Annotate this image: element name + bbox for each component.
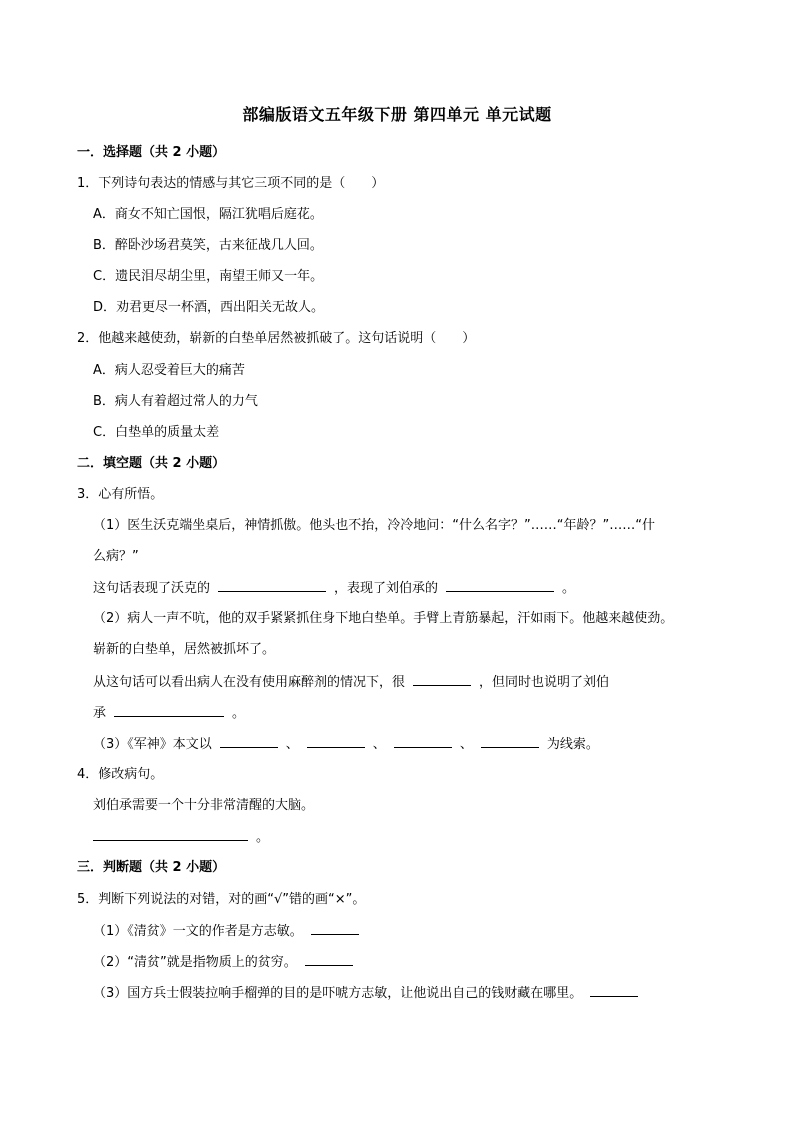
answer-blank[interactable] bbox=[305, 953, 353, 966]
question-3-part2-line2: 崭新的白垫单，居然被抓坏了。 bbox=[93, 642, 276, 657]
question-5-item-3 bbox=[93, 984, 646, 1003]
answer-blank[interactable] bbox=[311, 922, 359, 935]
question-1-option-b: B．醉卧沙场君莫笑，古来征战几人回。 bbox=[93, 238, 323, 253]
question-3-part1-line2: 么病？” bbox=[93, 549, 139, 564]
answer-blank[interactable] bbox=[93, 828, 248, 841]
answer-blank[interactable] bbox=[307, 735, 365, 748]
separator: 、 bbox=[285, 737, 299, 752]
question-5-item-2 bbox=[93, 953, 361, 972]
question-1-option-d: D．劝君更尽一杯酒，西出阳关无故人。 bbox=[93, 300, 325, 315]
item-text: （1）《清贫》一文的作者是方志敏。 bbox=[93, 924, 303, 939]
question-2-option-b: B．病人有着超过常人的力气 bbox=[93, 394, 258, 409]
fill-text-b: ，表现了刘伯承的 bbox=[334, 581, 439, 596]
question-3-part3-fill bbox=[93, 735, 599, 754]
answer-blank[interactable] bbox=[590, 984, 638, 997]
question-3-part2-fill-cont bbox=[93, 704, 245, 723]
question-5-stem: 5．判断下列说法的对错，对的画“√”错的画“×”。 bbox=[77, 892, 366, 907]
fill-text-c: 。 bbox=[562, 581, 576, 596]
fill-text-c: 承 bbox=[93, 706, 107, 721]
question-3-part1-fill bbox=[93, 579, 575, 598]
section-heading-choice: 一．选择题（共 2 小题） bbox=[77, 145, 226, 160]
question-1-stem: 1．下列诗句表达的情感与其它三项不同的是（ ） bbox=[77, 176, 385, 191]
question-5-item-1 bbox=[93, 922, 367, 941]
section-heading-fill: 二．填空题（共 2 小题） bbox=[77, 456, 226, 471]
question-3-part2-line1: （2）病人一声不吭，他的双手紧紧抓住身下地白垫单。手臂上青筋暴起，汗如雨下。他越来越使劲。 bbox=[93, 611, 674, 626]
fill-text-a: 这句话表现了沃克的 bbox=[93, 581, 211, 596]
answer-blank[interactable] bbox=[481, 735, 539, 748]
question-3-stem: 3．心有所悟。 bbox=[77, 487, 164, 502]
question-2-stem: 2．他越来越使劲，崭新的白垫单居然被抓破了。这句话说明（ ） bbox=[77, 331, 476, 346]
answer-blank[interactable] bbox=[394, 735, 452, 748]
fill-text-b: ，但同时也说明了刘伯 bbox=[479, 675, 610, 690]
answer-blank[interactable] bbox=[218, 579, 326, 592]
answer-blank[interactable] bbox=[446, 579, 554, 592]
separator: 、 bbox=[372, 737, 386, 752]
fill-text-end: 为线索。 bbox=[546, 737, 599, 752]
question-4-answer bbox=[93, 828, 269, 847]
fill-text-d: 。 bbox=[232, 706, 246, 721]
fill-text-end: 。 bbox=[256, 830, 270, 845]
question-1-option-a: A．商女不知亡国恨，隔江犹唱后庭花。 bbox=[93, 207, 323, 222]
fill-text-a: 从这句话可以看出病人在没有使用麻醉剂的情况下，很 bbox=[93, 675, 406, 690]
section-heading-judge: 三．判断题（共 2 小题） bbox=[77, 860, 226, 875]
item-text: （3）国方兵士假装拉响手榴弹的目的是吓唬方志敏，让他说出自己的钱财藏在哪里。 bbox=[93, 986, 583, 1001]
answer-blank[interactable] bbox=[220, 735, 278, 748]
question-2-option-c: C．白垫单的质量太差 bbox=[93, 425, 220, 440]
answer-blank[interactable] bbox=[114, 704, 224, 717]
question-4-stem: 4．修改病句。 bbox=[77, 767, 164, 782]
separator: 、 bbox=[459, 737, 473, 752]
question-4-sentence: 刘伯承需要一个十分非常清醒的大脑。 bbox=[93, 798, 315, 813]
question-3-part1-line1: （1）医生沃克端坐桌后，神情抓傲。他头也不抬，冷冷地问：“什么名字？”……“年龄？”……“什 bbox=[93, 518, 655, 533]
question-3-part2-fill bbox=[93, 673, 609, 692]
answer-blank[interactable] bbox=[413, 673, 471, 686]
fill-text-a: （3）《军神》本文以 bbox=[93, 737, 212, 752]
question-2-option-a: A．病人忍受着巨大的痛苦 bbox=[93, 363, 245, 378]
question-1-option-c: C．遗民泪尽胡尘里，南望王师又一年。 bbox=[93, 269, 324, 284]
page-title: 部编版语文五年级下册 第四单元 单元试题 bbox=[242, 105, 552, 124]
item-text: （2）“清贫”就是指物质上的贫穷。 bbox=[93, 955, 297, 970]
